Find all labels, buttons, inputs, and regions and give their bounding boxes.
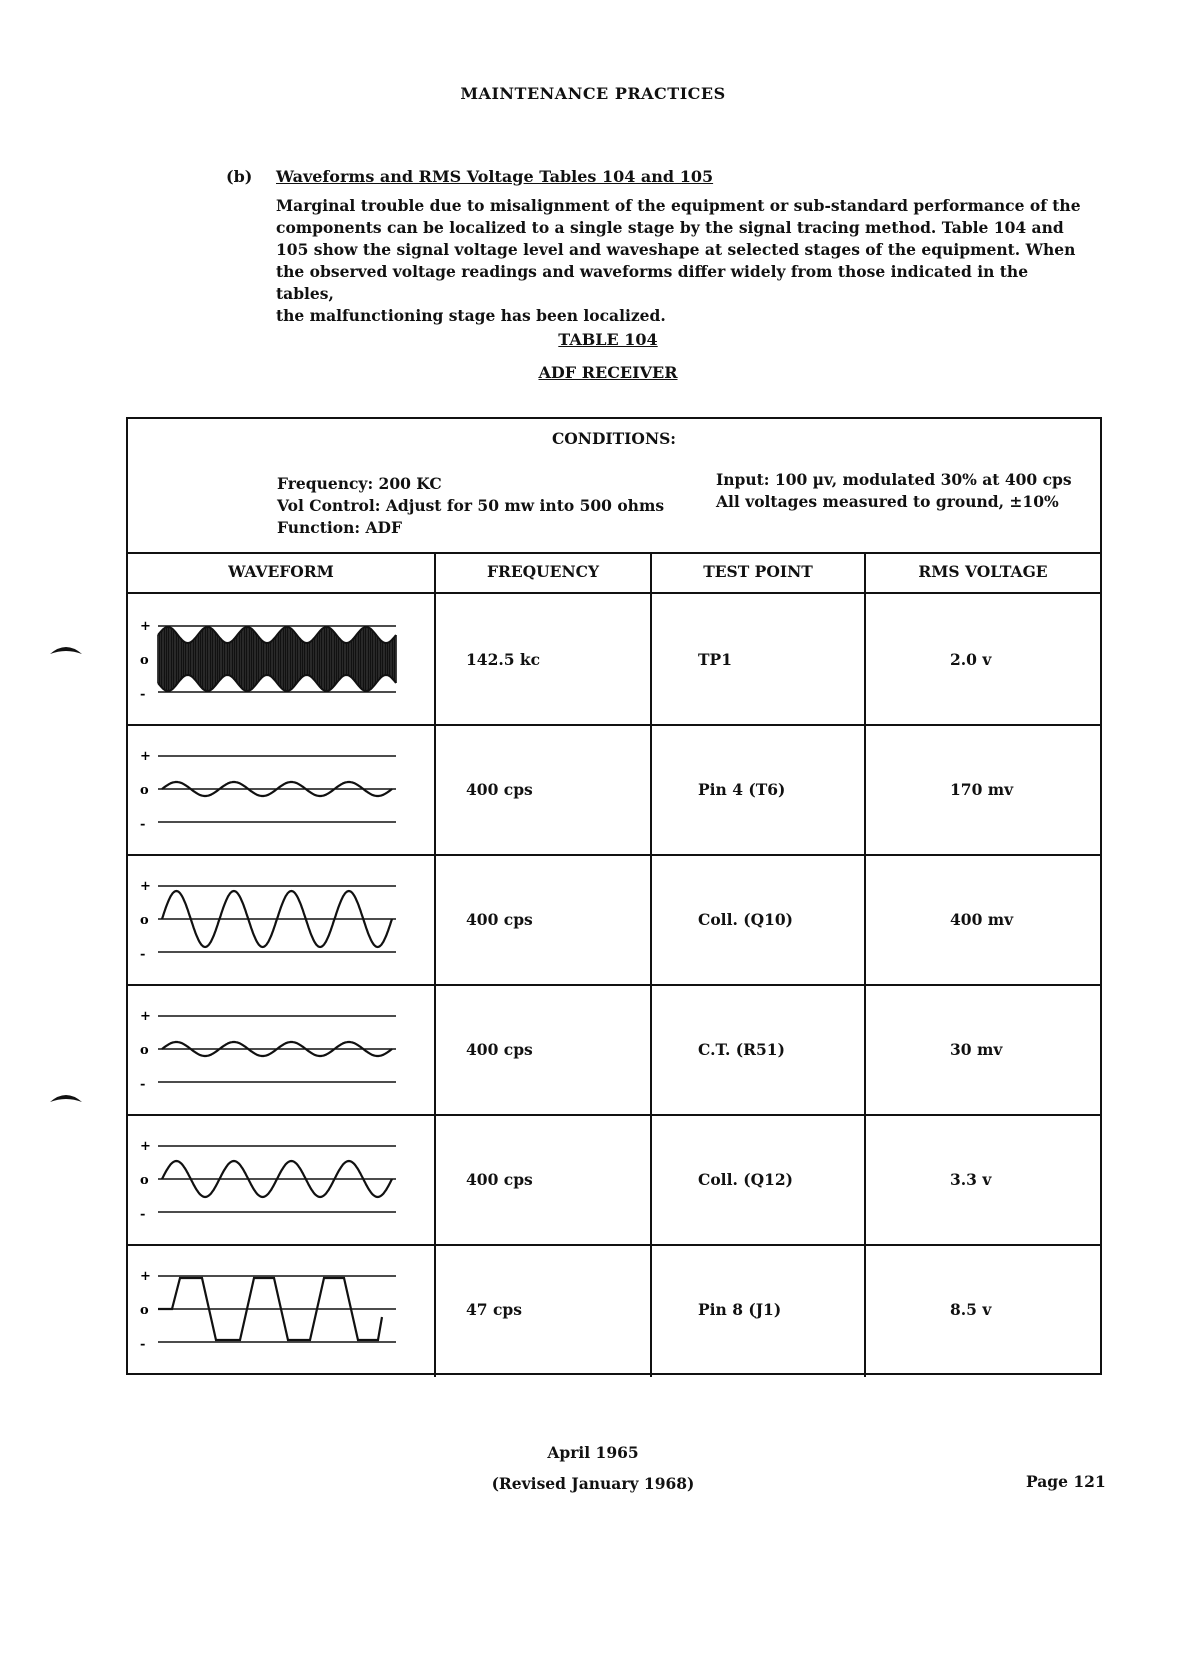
waveform-am-modulated-carrier — [128, 594, 434, 724]
plus-label: + — [140, 1139, 151, 1154]
waveform-large-sine — [128, 854, 434, 984]
condition-frequency: Frequency: 200 KC — [277, 474, 442, 493]
minus-label: - — [140, 817, 146, 832]
table-row — [128, 594, 1100, 726]
conditions-title: CONDITIONS: — [551, 429, 677, 448]
waveform-medium-sine — [128, 1114, 434, 1244]
table-number: TABLE 104 — [558, 330, 658, 349]
frequency-cell: 400 cps — [466, 779, 533, 799]
frequency-cell: 47 cps — [466, 1299, 522, 1319]
plus-label: + — [140, 749, 151, 764]
rms-voltage-cell: 30 mv — [950, 1039, 1003, 1059]
column-header-frequency: FREQUENCY — [486, 562, 600, 581]
section-title: Waveforms and RMS Voltage Tables 104 and 105 — [276, 167, 714, 186]
punch-mark — [48, 1090, 84, 1106]
section-paragraph — [276, 195, 1086, 327]
conditions-left — [277, 473, 664, 539]
frequency-cell: 400 cps — [466, 909, 533, 929]
zero-label: o — [140, 783, 149, 798]
frequency-cell: 400 cps — [466, 1169, 533, 1189]
footer-revised: (Revised January 1968) — [491, 1474, 695, 1493]
plus-label: + — [140, 1269, 151, 1284]
section-label: (b) — [226, 167, 253, 186]
test-point-cell: Pin 4 (T6) — [698, 779, 786, 799]
minus-label: - — [140, 687, 146, 702]
column-header-row — [128, 552, 1100, 594]
zero-label: o — [140, 1173, 149, 1188]
table-row — [128, 854, 1100, 986]
minus-label: - — [140, 1077, 146, 1092]
conditions-right — [716, 469, 1072, 513]
rms-voltage-cell: 400 mv — [950, 909, 1014, 929]
condition-input: Input: 100 µv, modulated 30% at 400 cps — [716, 470, 1072, 489]
punch-mark — [48, 642, 84, 658]
table-row — [128, 1244, 1100, 1374]
waveform-small-sine — [128, 984, 434, 1114]
test-point-cell: C.T. (R51) — [698, 1039, 785, 1059]
column-header-rms-voltage: RMS VOLTAGE — [918, 562, 1048, 581]
footer-date: April 1965 — [547, 1443, 639, 1462]
frequency-cell: 400 cps — [466, 1039, 533, 1059]
test-point-cell: Pin 8 (J1) — [698, 1299, 782, 1319]
waveform-trapezoid — [128, 1244, 434, 1374]
zero-label: o — [140, 913, 149, 928]
plus-label: + — [140, 879, 151, 894]
rms-voltage-cell: 3.3 v — [950, 1169, 992, 1189]
table-row — [128, 1114, 1100, 1246]
column-header-test-point: TEST POINT — [703, 562, 813, 581]
conditions-box — [128, 419, 1100, 554]
rms-voltage-cell: 170 mv — [950, 779, 1014, 799]
paragraph-line: Marginal trouble due to misalignment of the equipment or sub-standard performance of the — [276, 196, 1081, 215]
paragraph-line: the malfunctioning stage has been localized. — [276, 306, 666, 325]
table-name: ADF RECEIVER — [538, 363, 678, 382]
condition-volume: Vol Control: Adjust for 50 mw into 500 ohms — [277, 496, 665, 515]
plus-label: + — [140, 619, 151, 634]
paragraph-line: components can be localized to a single stage by the signal tracing method. Table 104 and — [276, 218, 1064, 237]
zero-label: o — [140, 1043, 149, 1058]
page-header: MAINTENANCE PRACTICES — [460, 84, 726, 103]
minus-label: - — [140, 1337, 146, 1352]
zero-label: o — [140, 653, 149, 668]
waveform-table — [126, 417, 1102, 1375]
test-point-cell: Coll. (Q10) — [698, 909, 793, 929]
rms-voltage-cell: 2.0 v — [950, 649, 992, 669]
paragraph-line: the observed voltage readings and waveforms differ widely from those indicated in the tables, — [276, 262, 1029, 303]
zero-label: o — [140, 1303, 149, 1318]
minus-label: - — [140, 947, 146, 962]
paragraph-line: 105 show the signal voltage level and waveshape at selected stages of the equipment. When — [276, 240, 1076, 259]
plus-label: + — [140, 1009, 151, 1024]
condition-function: Function: ADF — [277, 518, 402, 537]
table-row — [128, 724, 1100, 856]
minus-label: - — [140, 1207, 146, 1222]
column-header-waveform: WAVEFORM — [228, 562, 334, 581]
condition-voltages: All voltages measured to ground, ±10% — [716, 492, 1059, 511]
table-row — [128, 984, 1100, 1116]
page-number: Page 121 — [1026, 1472, 1106, 1491]
rms-voltage-cell: 8.5 v — [950, 1299, 992, 1319]
frequency-cell: 142.5 kc — [466, 649, 541, 669]
test-point-cell: Coll. (Q12) — [698, 1169, 793, 1189]
test-point-cell: TP1 — [698, 649, 732, 669]
waveform-small-sine — [128, 724, 434, 854]
